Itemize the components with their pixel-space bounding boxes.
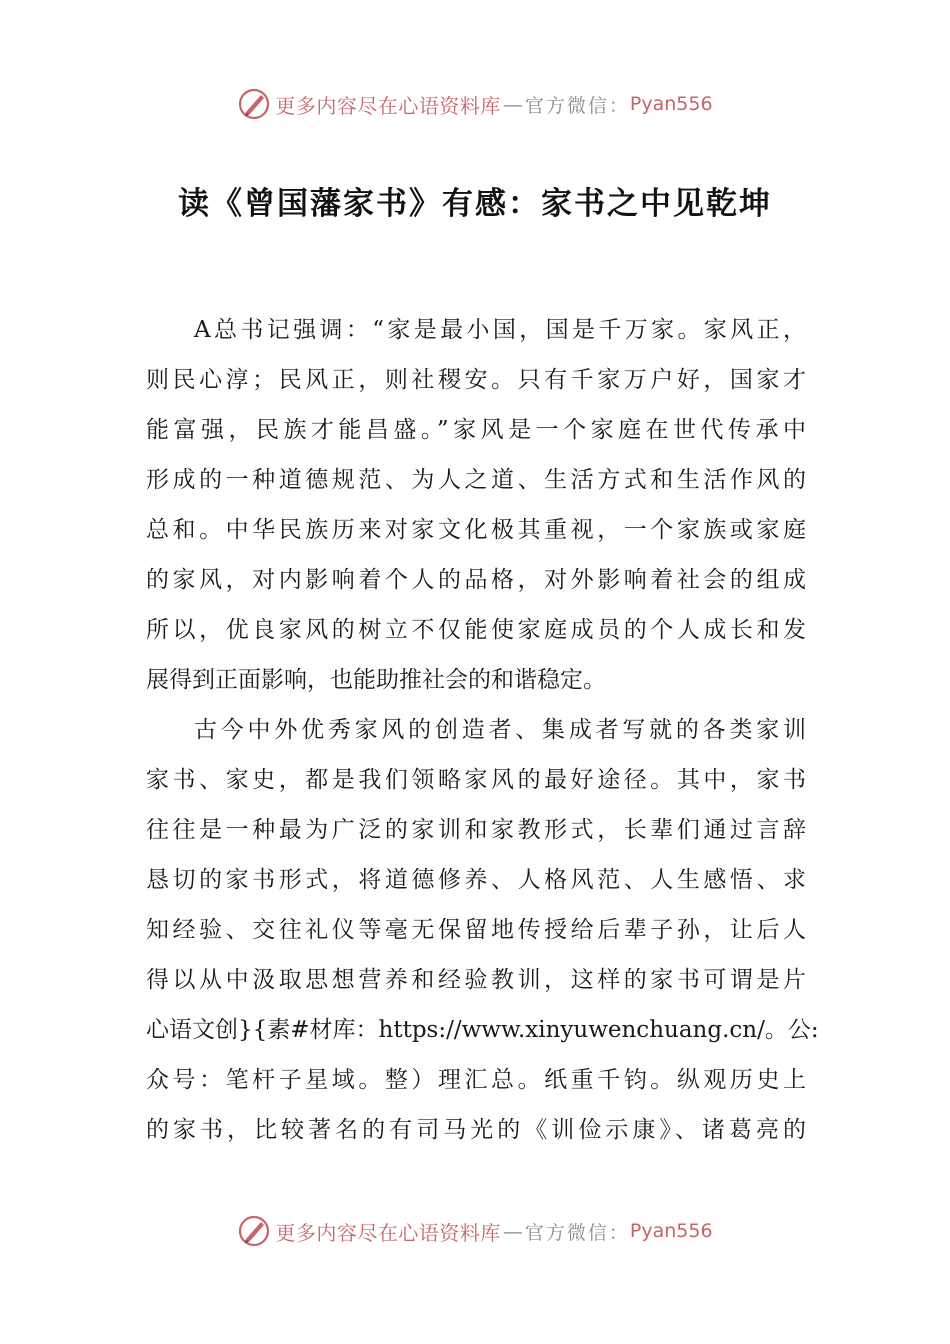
banner-dash: — [502,92,523,116]
text-line: 众号：笔杆子星域。整）理汇总。纸重千钧。纵观历史上 [146,1067,806,1093]
text-line: 能富强，民族才能昌盛。”家风是一个家庭在世代传承中 [146,417,806,443]
text-line: 知经验、交往礼仪等毫无保留地传授给后辈子孙，让后人 [146,917,806,943]
text-line: 展得到正面影响，也能助推社会的和谐稳定。 [146,667,606,693]
banner-label: 官方微信： [524,1221,630,1244]
text-line: 的家风，对内影响着个人的品格，对外影响着社会的组成 [146,567,806,593]
text-line: 所以，优良家风的树立不仅能使家庭成员的个人成长和发 [146,617,806,643]
text-line: 得以从中汲取思想营养和经验教训，这样的家书可谓是片 [146,967,806,993]
document-body [146,305,819,1155]
text-line: 形成的一种道德规范、为人之道、生活方式和生活作风的 [146,467,806,493]
text-line: 家书、家史，都是我们领略家风的最好途径。其中，家书 [146,767,806,793]
banner-text: 更多内容尽在心语资料库 [275,93,501,118]
text-line-with-link: 心语文创}{素#材库：https://www.xinyuwenchuang.cn/。公: [146,1017,819,1043]
paragraph-1 [146,305,806,705]
document-title: 读《曾国藩家书》有感：家书之中见乾坤 [178,186,772,222]
text-line: 则民心淳；民风正，则社稷安。只有千家万户好，国家才 [146,367,806,393]
banner-text: 更多内容尽在心语资料库 [275,1220,501,1245]
text-line: 往往是一种最为广泛的家训和家教形式，长辈们通过言辞 [146,817,806,843]
footer-banner [0,1211,950,1251]
paragraph-2 [146,705,819,1155]
banner-wechat-id: Pyan556 [629,1220,713,1242]
header-banner [0,84,950,124]
pen-logo-icon [237,1214,271,1248]
pen-logo-icon [237,87,271,121]
banner-wechat-id: Pyan556 [629,93,713,115]
banner-label: 官方微信： [524,94,630,117]
text-line: 恳切的家书形式，将道德修养、人格风范、人生感悟、求 [146,867,806,893]
text-line: A总书记强调：“家是最小国，国是千万家。家风正， [194,317,806,343]
text-line: 总和。中华民族历来对家文化极其重视，一个家族或家庭 [146,517,806,543]
text-line: 古今中外优秀家风的创造者、集成者写就的各类家训 [194,717,806,743]
banner-dash: — [502,1219,523,1243]
text-line: 的家书，比较著名的有司马光的《训俭示康》、诸葛亮的 [146,1117,806,1143]
